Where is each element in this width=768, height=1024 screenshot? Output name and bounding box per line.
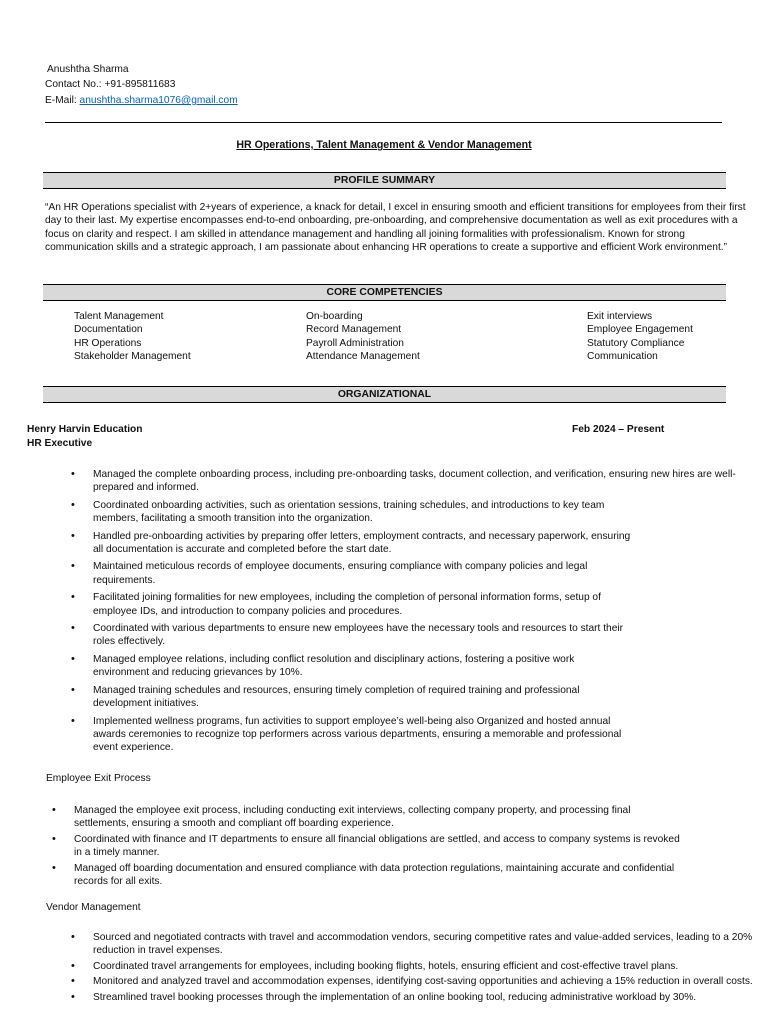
competency-item: Payroll Administration: [306, 337, 404, 349]
section-organizational: ORGANIZATIONAL: [43, 386, 726, 403]
competency-column-3: [587, 310, 693, 364]
competency-column-2: [306, 310, 420, 364]
list-item: • Coordinated with finance and IT departments to ensure all financial obligations are settled, and access to company systems is revoked in a timely manner.: [74, 833, 684, 860]
competency-item: Attendance Management: [306, 351, 420, 363]
competency-item: On-boarding: [306, 311, 363, 322]
list-item: • Handled pre-onboarding activities by preparing offer letters, employment contracts, and necessary paperwork, ensuring all documentation is accurate and completed before the start date.: [93, 530, 633, 557]
competency-item: Talent Management: [74, 311, 164, 322]
list-item: • Managed the employee exit process, including conducting exit interviews, collecting company property, and processing final settlements, ensuring a smooth and compliant off boarding experience.: [74, 804, 684, 831]
competency-item: Documentation: [74, 324, 143, 336]
resume-headline: HR Operations, Talent Management & Vendor Management: [236, 139, 532, 151]
list-item: • Coordinated onboarding activities, such as orientation sessions, training schedules, and introductions to key team members, facilitating a smooth transition into the organization.: [93, 499, 633, 526]
competency-column-1: [74, 310, 191, 364]
list-item: • Coordinated with various departments to ensure new employees have the necessary tools and resources to start their roles effectively.: [93, 622, 633, 649]
section-core-competencies: CORE COMPETENCIES: [43, 284, 726, 301]
email-label: E-Mail:: [45, 95, 80, 106]
vendor-management-heading: Vendor Management: [46, 902, 141, 913]
list-item: • Sourced and negotiated contracts with travel and accommodation vendors, securing competitive rates and value-added services, leading to a 20% reduction in travel expenses.: [93, 931, 753, 958]
list-item: • Monitored and analyzed travel and accommodation expenses, identifying cost-saving opportunities and achieving a 15% reduction in overall costs.: [93, 975, 753, 988]
competency-item: Exit interviews: [587, 311, 653, 322]
job-dates: Feb 2024 – Present: [572, 424, 665, 435]
vendor-bullets: [93, 931, 753, 1004]
profile-summary-text: “An HR Operations specialist with 2+years of experience, a knack for detail, I excel in ensuring smooth and efficient transitions for employees from their first day to their last. My expertise encompasses end-to-end onboarding, pre-onboarding, and comprehensive documentation as well as exit procedures with a focus on clarity and respect. I am skilled in attendance management and handling all joining formalities with professionalism. Known for strong communication skills and a strategic approach, I am passionate about enhancing HR operations to create a supportive and efficient Work environment.”: [45, 202, 746, 253]
exit-process-heading: Employee Exit Process: [46, 773, 151, 784]
competency-item: Employee Engagement: [587, 324, 693, 336]
list-item: • Streamlined travel booking processes through the implementation of an online booking tool, reducing administrative workload by 30%.: [93, 991, 753, 1004]
competency-item: Communication: [587, 351, 658, 363]
company-name: Henry Harvin Education: [27, 424, 143, 435]
list-item: • Implemented wellness programs, fun activities to support employee’s well-being also Organized and hosted annual awards ceremonies to recognize top performers across various departments, ensuring a memorable and professional event experience.: [93, 715, 633, 755]
list-item: • Facilitated joining formalities for new employees, including the completion of personal information forms, setup of employee IDs, and introduction to company policies and procedures.: [93, 591, 633, 618]
list-item: • Coordinated travel arrangements for employees, including booking flights, hotels, ensuring efficient and cost-effective travel plans.: [93, 960, 753, 973]
list-item: • Managed off boarding documentation and ensured compliance with data protection regulations, maintaining accurate and confidential records for all exits.: [74, 862, 684, 889]
job-role: HR Executive: [27, 438, 93, 449]
exit-bullets: [74, 804, 684, 888]
contact-name: Anushtha Sharma: [47, 64, 129, 75]
list-item: • Maintained meticulous records of employee documents, ensuring compliance with company policies and legal requirements.: [93, 560, 633, 587]
list-item: • Managed the complete onboarding process, including pre-onboarding tasks, document collection, and verification, ensuring new hires are well-prepared and informed.: [93, 468, 748, 495]
competency-item: HR Operations: [74, 337, 142, 349]
email-link[interactable]: anushtha.sharma1076@gmail.com: [79, 95, 238, 106]
list-item: • Managed employee relations, including conflict resolution and disciplinary actions, fostering a positive work environment and reducing grievances by 10%.: [93, 653, 613, 680]
competency-item: Record Management: [306, 324, 402, 336]
contact-phone: Contact No.: +91-895811683: [45, 79, 176, 90]
list-item: • Managed training schedules and resources, ensuring timely completion of required training and professional development initiatives.: [93, 684, 613, 711]
contact-email-line: [45, 95, 238, 106]
job-bullets: [93, 468, 748, 755]
competency-item: Statutory Compliance: [587, 337, 685, 349]
header-divider: [45, 122, 722, 123]
section-profile-summary: PROFILE SUMMARY: [43, 172, 726, 189]
competency-item: Stakeholder Management: [74, 351, 191, 363]
